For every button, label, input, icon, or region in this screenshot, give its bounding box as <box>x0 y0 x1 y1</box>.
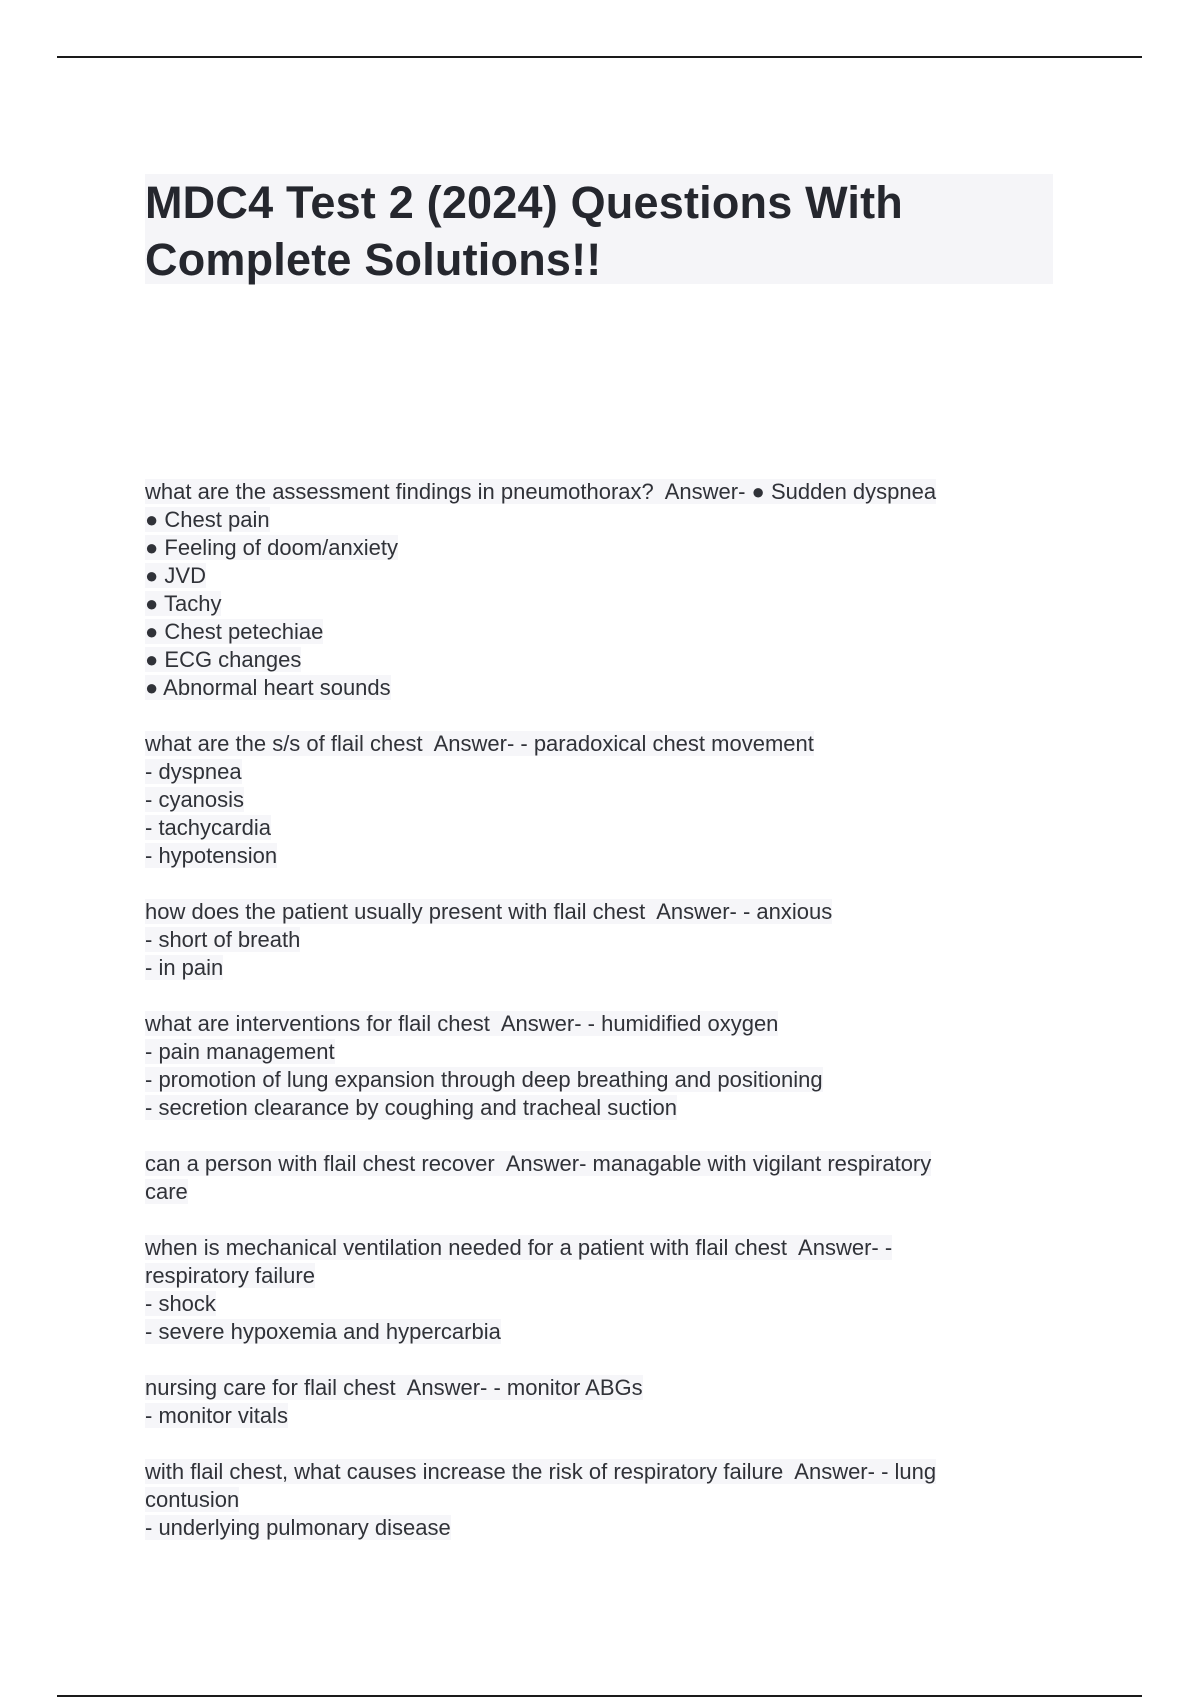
qa-line: what are interventions for flail chest Answer- - humidified oxygen <box>145 1011 779 1036</box>
qa-line: what are the s/s of flail chest Answer- - paradoxical chest movement <box>145 731 814 756</box>
qa-line: - in pain <box>145 955 224 980</box>
qa-line: - promotion of lung expansion through deep breathing and positioning <box>145 1067 823 1092</box>
qa-line: - shock <box>145 1291 216 1316</box>
qa-line: respiratory failure <box>145 1263 315 1288</box>
qa-item <box>145 1374 1055 1430</box>
title-block <box>145 174 1053 284</box>
qa-line: nursing care for flail chest Answer- - monitor ABGs <box>145 1375 643 1400</box>
page-title-line-1: MDC4 Test 2 (2024) Questions With <box>145 177 903 228</box>
qa-item <box>145 730 1055 870</box>
qa-item <box>145 1458 1055 1542</box>
qa-line: ● Tachy <box>145 591 222 616</box>
qa-line: - underlying pulmonary disease <box>145 1515 451 1540</box>
qa-line: ● JVD <box>145 563 206 588</box>
qa-item <box>145 1234 1055 1346</box>
qa-line: - pain management <box>145 1039 335 1064</box>
qa-line: - severe hypoxemia and hypercarbia <box>145 1319 501 1344</box>
page-title-line-2: Complete Solutions!! <box>145 234 602 285</box>
qa-line: - dyspnea <box>145 759 242 784</box>
qa-line: - secretion clearance by coughing and tracheal suction <box>145 1095 677 1120</box>
qa-line: when is mechanical ventilation needed for a patient with flail chest Answer- - <box>145 1235 893 1260</box>
bottom-rule <box>57 1695 1142 1697</box>
qa-line: how does the patient usually present with flail chest Answer- - anxious <box>145 899 833 924</box>
qa-line: ● Chest pain <box>145 507 270 532</box>
qa-line: contusion <box>145 1487 240 1512</box>
qa-line: ● Abnormal heart sounds <box>145 675 391 700</box>
qa-line: care <box>145 1179 188 1204</box>
qa-line: - hypotension <box>145 843 278 868</box>
qa-line: ● ECG changes <box>145 647 302 672</box>
qa-line: - cyanosis <box>145 787 245 812</box>
qa-line: - short of breath <box>145 927 301 952</box>
qa-item <box>145 1150 1055 1206</box>
qa-item <box>145 1010 1055 1122</box>
qa-line: what are the assessment findings in pneumothorax? Answer- ● Sudden dyspnea <box>145 479 937 504</box>
qa-item <box>145 898 1055 982</box>
qa-line: - monitor vitals <box>145 1403 289 1428</box>
qa-item <box>145 478 1055 702</box>
qa-line: with flail chest, what causes increase the risk of respiratory failure Answer- - lung <box>145 1459 937 1484</box>
qa-line: - tachycardia <box>145 815 271 840</box>
page-title <box>145 174 1053 288</box>
top-rule <box>57 56 1142 58</box>
qa-list <box>145 478 1055 1570</box>
qa-line: ● Feeling of doom/anxiety <box>145 535 398 560</box>
qa-line: ● Chest petechiae <box>145 619 324 644</box>
qa-line: can a person with flail chest recover Answer- managable with vigilant respiratory <box>145 1151 932 1176</box>
